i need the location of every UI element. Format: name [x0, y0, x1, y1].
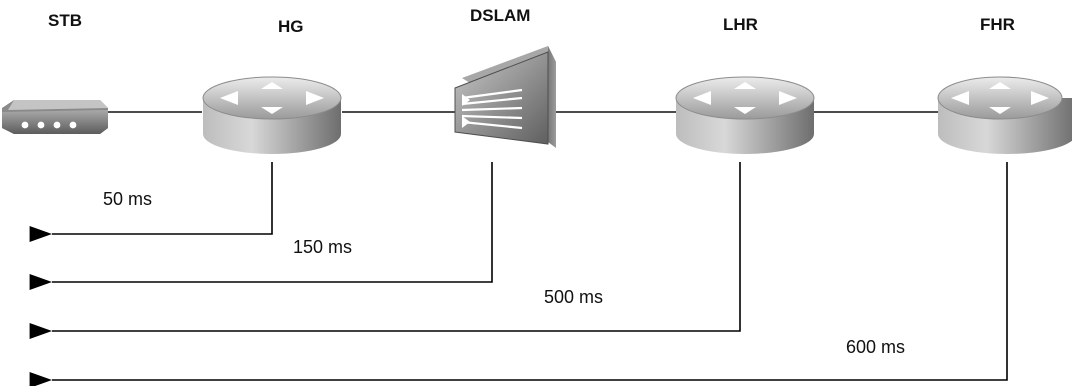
- dslam-label: DSLAM: [470, 6, 531, 25]
- lhr-router-icon: [676, 77, 814, 154]
- lhr-latency-path: [52, 162, 740, 331]
- lhr-label: LHR: [723, 15, 758, 34]
- hg-latency-path: [52, 162, 272, 234]
- dslam-latency-label: 150 ms: [293, 237, 353, 257]
- hg-latency-label: 50 ms: [103, 189, 153, 209]
- hg-router-icon: [203, 77, 341, 154]
- fhr-latency-label: 600 ms: [846, 337, 906, 357]
- lhr-latency-label: 500 ms: [544, 287, 604, 307]
- dslam-icon: [455, 46, 556, 148]
- stb-icon: [2, 100, 108, 134]
- fhr-label: FHR: [980, 15, 1015, 34]
- fhr-router-icon: [938, 77, 1072, 154]
- stb-label: STB: [48, 11, 82, 30]
- hg-label: HG: [278, 17, 304, 36]
